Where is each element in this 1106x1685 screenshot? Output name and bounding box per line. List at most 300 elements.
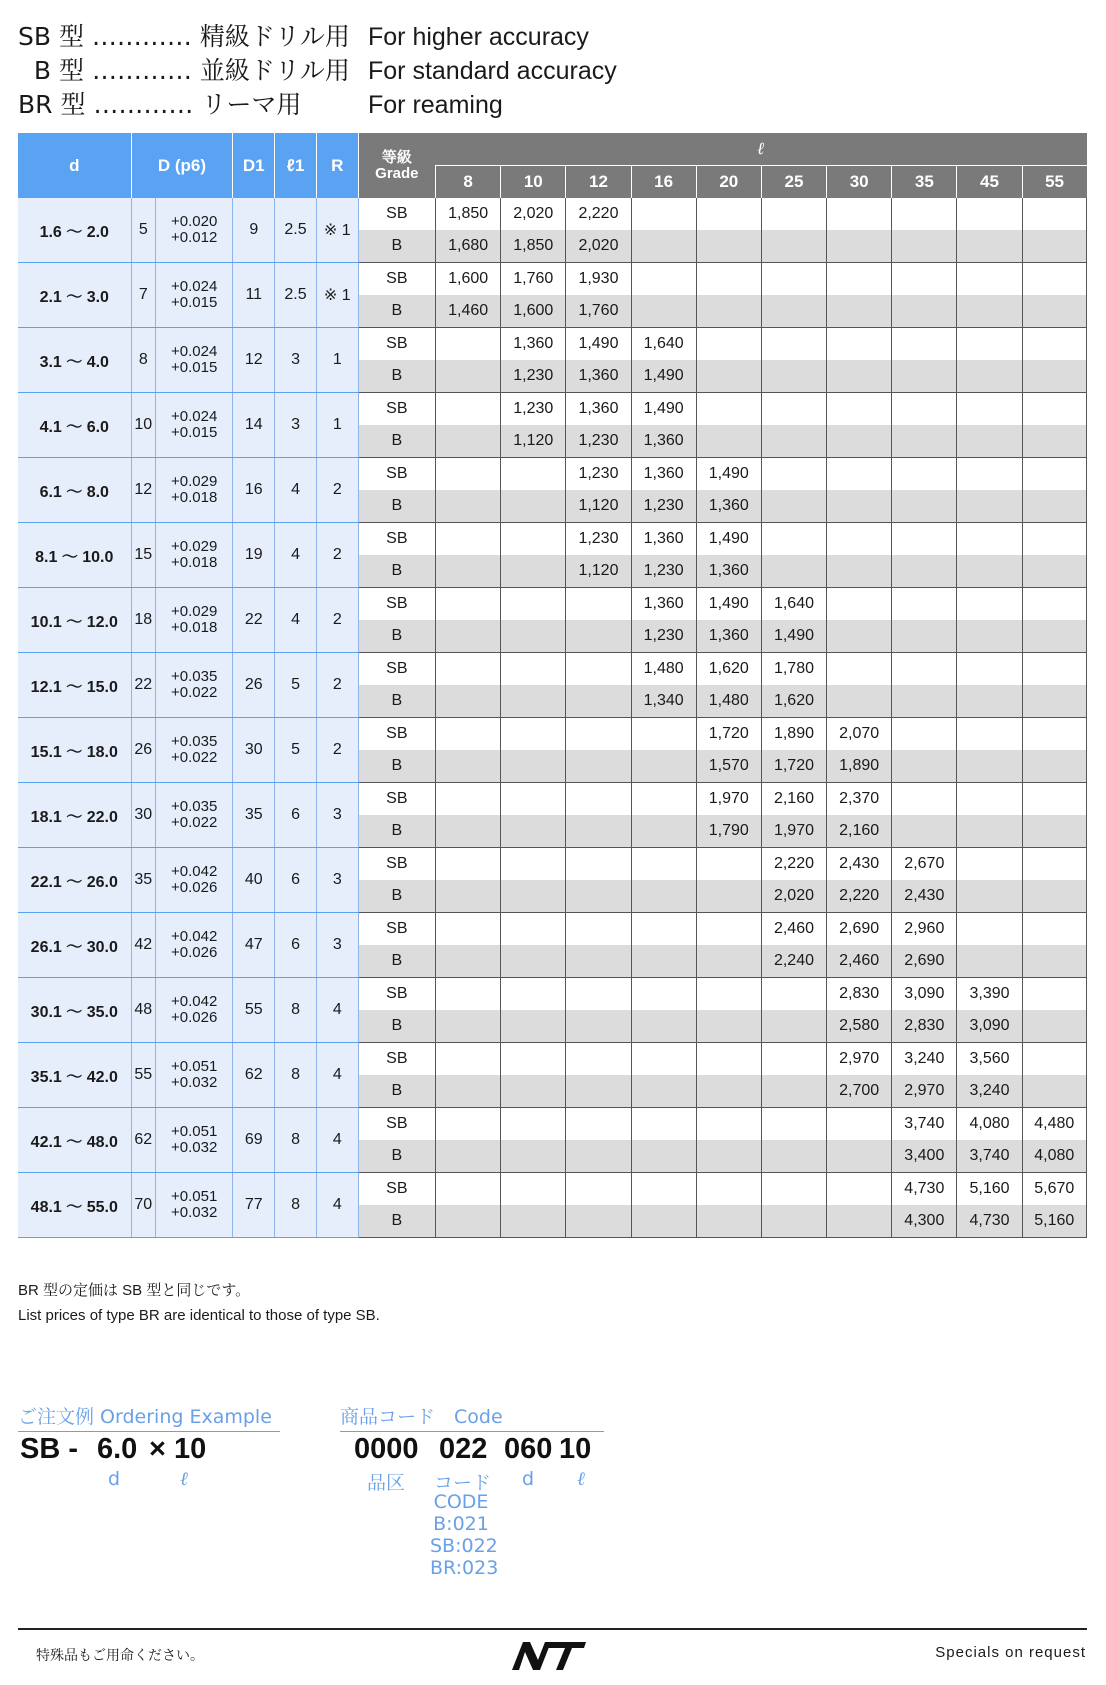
price-cell: 2,970: [892, 1075, 957, 1108]
grade-sb: SB: [358, 718, 435, 751]
tolerance-upper: +0.035: [171, 668, 218, 685]
length-header-cell: 30: [827, 166, 892, 199]
price-cell: 1,230: [631, 555, 696, 588]
price-table: [18, 133, 1087, 1238]
radius-R: 1: [316, 393, 358, 458]
price-cell: 1,640: [631, 328, 696, 361]
length-header-cell: 8: [436, 166, 501, 199]
price-cell: [892, 425, 957, 458]
price-cell: [631, 1043, 696, 1076]
price-cell: [436, 913, 501, 946]
price-cell: [1022, 880, 1086, 913]
price-cell: [1022, 913, 1086, 946]
price-cell: [501, 523, 566, 556]
price-cell: [1022, 685, 1086, 718]
price-cell: [1022, 425, 1086, 458]
radius-R: 4: [316, 1043, 358, 1108]
price-cell: [892, 360, 957, 393]
price-cell: 5,160: [1022, 1205, 1086, 1238]
price-cell: 1,480: [631, 653, 696, 686]
price-cell: [631, 1205, 696, 1238]
price-cell: 2,160: [827, 815, 892, 848]
flange-D1: 11: [233, 263, 275, 328]
price-cell: [761, 1010, 826, 1043]
price-cell: 1,890: [761, 718, 826, 751]
price-cell: [957, 880, 1022, 913]
shank-tolerance: [155, 913, 232, 978]
price-cell: [1022, 360, 1086, 393]
grade-sb: SB: [358, 588, 435, 621]
price-cell: 4,730: [892, 1173, 957, 1206]
price-cell: [892, 685, 957, 718]
price-cell: [761, 458, 826, 491]
grade-sb: SB: [358, 458, 435, 491]
price-cell: [1022, 588, 1086, 621]
header-grade: [358, 133, 435, 198]
length-header-cell: 12: [566, 166, 631, 199]
price-cell: [631, 263, 696, 296]
price-cell: [631, 1075, 696, 1108]
flange-D1: 19: [233, 523, 275, 588]
price-cell: 1,360: [696, 620, 761, 653]
grade-b: B: [358, 1010, 435, 1043]
price-cell: [631, 815, 696, 848]
price-cell: 1,120: [566, 490, 631, 523]
header-D: D (p6): [131, 133, 233, 198]
price-cell: 1,360: [566, 393, 631, 426]
grade-b: B: [358, 1140, 435, 1173]
price-cell: [631, 848, 696, 881]
price-cell: [566, 1173, 631, 1206]
type-jp: B 型 ………… 並級ドリル用: [18, 56, 350, 85]
price-cell: [696, 393, 761, 426]
price-cell: 1,360: [696, 490, 761, 523]
price-cell: 1,490: [631, 360, 696, 393]
price-cell: [631, 718, 696, 751]
type-jp: SB 型 ………… 精級ドリル用: [18, 22, 350, 51]
price-cell: [892, 750, 957, 783]
price-cell: [436, 1010, 501, 1043]
shank-D: 48: [131, 978, 155, 1043]
grade-sb: SB: [358, 783, 435, 816]
price-cell: 1,620: [761, 685, 826, 718]
grade-sb: SB: [358, 393, 435, 426]
price-cell: [827, 1205, 892, 1238]
flange-l1: 8: [275, 1108, 317, 1173]
price-cell: 1,230: [631, 490, 696, 523]
grade-sb: SB: [358, 328, 435, 361]
price-cell: [1022, 750, 1086, 783]
price-cell: [827, 458, 892, 491]
price-cell: [761, 978, 826, 1011]
tolerance-upper: +0.029: [171, 473, 218, 490]
price-cell: 2,220: [761, 848, 826, 881]
code-label4: ℓ: [577, 1468, 585, 1490]
table-row: [18, 393, 1087, 426]
price-cell: [957, 425, 1022, 458]
price-cell: [957, 653, 1022, 686]
diameter-range: 42.1 ～ 48.0: [18, 1108, 131, 1173]
flange-l1: 6: [275, 783, 317, 848]
price-cell: [1022, 978, 1086, 1011]
shank-D: 22: [131, 653, 155, 718]
shank-tolerance: [155, 393, 232, 458]
price-cell: [761, 523, 826, 556]
price-cell: [761, 1205, 826, 1238]
shank-D: 8: [131, 328, 155, 393]
price-cell: 2,830: [827, 978, 892, 1011]
price-cell: [761, 425, 826, 458]
price-cell: 1,850: [436, 198, 501, 230]
table-row: [18, 198, 1087, 230]
shank-D: 18: [131, 588, 155, 653]
flange-D1: 16: [233, 458, 275, 523]
price-cell: 1,230: [566, 458, 631, 491]
flange-l1: 4: [275, 458, 317, 523]
price-cell: 3,740: [892, 1108, 957, 1141]
price-cell: [696, 198, 761, 230]
price-cell: [761, 393, 826, 426]
code-list-item: BR:023: [430, 1557, 499, 1579]
price-cell: [696, 913, 761, 946]
price-cell: [631, 913, 696, 946]
radius-R: 2: [316, 458, 358, 523]
price-cell: 3,560: [957, 1043, 1022, 1076]
price-cell: [436, 490, 501, 523]
price-cell: [827, 360, 892, 393]
price-cell: [566, 1075, 631, 1108]
price-cell: [957, 523, 1022, 556]
price-cell: [501, 783, 566, 816]
header-d: d: [18, 133, 131, 198]
shank-D: 15: [131, 523, 155, 588]
price-cell: [957, 685, 1022, 718]
price-cell: [436, 783, 501, 816]
price-cell: 1,790: [696, 815, 761, 848]
price-cell: [501, 913, 566, 946]
price-cell: 1,120: [501, 425, 566, 458]
shank-tolerance: [155, 1043, 232, 1108]
tolerance-upper: +0.029: [171, 538, 218, 555]
price-cell: [696, 1108, 761, 1141]
grade-b: B: [358, 425, 435, 458]
price-cell: [566, 978, 631, 1011]
price-cell: [957, 360, 1022, 393]
price-cell: [892, 555, 957, 588]
grade-b: B: [358, 815, 435, 848]
code-list-item: SB:022: [430, 1535, 498, 1557]
flange-l1: 8: [275, 978, 317, 1043]
price-cell: [436, 425, 501, 458]
price-cell: 2,670: [892, 848, 957, 881]
table-row: [18, 263, 1087, 296]
price-cell: 2,020: [761, 880, 826, 913]
price-cell: [957, 230, 1022, 263]
note-en: List prices of type BR are identical to those of type SB.: [18, 1307, 380, 1324]
diameter-range: 15.1 ～ 18.0: [18, 718, 131, 783]
shank-tolerance: [155, 198, 232, 263]
price-cell: 4,080: [957, 1108, 1022, 1141]
shank-D: 42: [131, 913, 155, 978]
price-cell: [892, 523, 957, 556]
header-grade-jp: 等級: [381, 148, 412, 166]
price-cell: [566, 750, 631, 783]
price-cell: [957, 328, 1022, 361]
length-header-cell: 16: [631, 166, 696, 199]
price-cell: [566, 1140, 631, 1173]
price-cell: 1,360: [631, 458, 696, 491]
grade-sb: SB: [358, 1108, 435, 1141]
price-cell: 5,670: [1022, 1173, 1086, 1206]
diameter-range: 35.1 ～ 42.0: [18, 1043, 131, 1108]
shank-tolerance: [155, 1173, 232, 1238]
code-label1: 品区: [367, 1472, 406, 1494]
price-cell: [501, 1205, 566, 1238]
table-row: [18, 653, 1087, 686]
price-cell: [1022, 458, 1086, 491]
price-cell: 1,640: [761, 588, 826, 621]
price-cell: [631, 945, 696, 978]
ordering-d-value: 6.0: [97, 1433, 138, 1465]
price-cell: [436, 685, 501, 718]
shank-tolerance: [155, 718, 232, 783]
price-cell: 2,220: [566, 198, 631, 230]
price-cell: [761, 1173, 826, 1206]
flange-D1: 9: [233, 198, 275, 263]
header-D1: D1: [233, 133, 275, 198]
price-cell: 3,240: [957, 1075, 1022, 1108]
grade-sb: SB: [358, 978, 435, 1011]
diameter-range: 30.1 ～ 35.0: [18, 978, 131, 1043]
price-cell: [827, 230, 892, 263]
price-cell: 1,720: [761, 750, 826, 783]
grade-b: B: [358, 945, 435, 978]
tolerance-lower: +0.012: [171, 229, 218, 246]
shank-D: 7: [131, 263, 155, 328]
price-cell: [696, 1043, 761, 1076]
price-cell: [892, 783, 957, 816]
type-jp: BR 型 ………… リーマ用: [18, 90, 302, 119]
flange-l1: 4: [275, 588, 317, 653]
price-cell: [957, 588, 1022, 621]
price-cell: [1022, 198, 1086, 230]
flange-D1: 14: [233, 393, 275, 458]
price-cell: 2,580: [827, 1010, 892, 1043]
shank-tolerance: [155, 523, 232, 588]
shank-tolerance: [155, 588, 232, 653]
price-cell: [957, 490, 1022, 523]
price-cell: [827, 653, 892, 686]
price-cell: [1022, 1075, 1086, 1108]
price-cell: 2,240: [761, 945, 826, 978]
price-cell: [1022, 1010, 1086, 1043]
tolerance-lower: +0.032: [171, 1139, 218, 1156]
ordering-prefix: SB -: [20, 1433, 78, 1465]
price-cell: 1,360: [501, 328, 566, 361]
table-row: [18, 978, 1087, 1011]
price-cell: 1,230: [566, 523, 631, 556]
flange-D1: 55: [233, 978, 275, 1043]
price-cell: [1022, 945, 1086, 978]
price-cell: [501, 718, 566, 751]
tolerance-lower: +0.018: [171, 554, 218, 571]
price-cell: 1,760: [566, 295, 631, 328]
price-cell: [892, 328, 957, 361]
diameter-range: 18.1 ～ 22.0: [18, 783, 131, 848]
price-cell: 4,300: [892, 1205, 957, 1238]
price-cell: [892, 815, 957, 848]
price-cell: [501, 620, 566, 653]
price-cell: [566, 880, 631, 913]
tolerance-upper: +0.042: [171, 863, 218, 880]
price-cell: [892, 198, 957, 230]
table-row: [18, 1173, 1087, 1206]
tolerance-lower: +0.015: [171, 359, 218, 376]
price-cell: [1022, 783, 1086, 816]
diameter-range: 10.1 ～ 12.0: [18, 588, 131, 653]
flange-l1: 2.5: [275, 198, 317, 263]
price-cell: [631, 978, 696, 1011]
footer-right: Specials on request: [935, 1644, 1086, 1661]
price-cell: [957, 848, 1022, 881]
notes: [18, 1278, 380, 1328]
price-cell: [761, 1043, 826, 1076]
tolerance-lower: +0.022: [171, 749, 218, 766]
length-header-cell: 35: [892, 166, 957, 199]
code-part4: 10: [559, 1433, 592, 1465]
diameter-range: 1.6 ～ 2.0: [18, 198, 131, 263]
price-cell: 1,490: [696, 523, 761, 556]
price-cell: [1022, 393, 1086, 426]
price-cell: [501, 1108, 566, 1141]
diameter-range: 3.1 ～ 4.0: [18, 328, 131, 393]
flange-D1: 69: [233, 1108, 275, 1173]
price-cell: [436, 1075, 501, 1108]
price-cell: 4,080: [1022, 1140, 1086, 1173]
price-cell: [501, 1173, 566, 1206]
flange-l1: 8: [275, 1173, 317, 1238]
length-header-cell: 20: [696, 166, 761, 199]
price-cell: [566, 1010, 631, 1043]
price-cell: [501, 1075, 566, 1108]
price-cell: [957, 263, 1022, 296]
code-list: [430, 1491, 499, 1579]
price-cell: [827, 263, 892, 296]
price-cell: 2,960: [892, 913, 957, 946]
price-cell: 2,690: [827, 913, 892, 946]
grade-b: B: [358, 750, 435, 783]
radius-R: 2: [316, 523, 358, 588]
price-cell: [631, 750, 696, 783]
price-cell: [696, 978, 761, 1011]
radius-R: 2: [316, 718, 358, 783]
grade-sb: SB: [358, 913, 435, 946]
price-cell: [436, 1140, 501, 1173]
flange-D1: 40: [233, 848, 275, 913]
price-cell: 1,460: [436, 295, 501, 328]
shank-D: 30: [131, 783, 155, 848]
price-cell: [631, 230, 696, 263]
price-cell: [761, 1140, 826, 1173]
price-cell: [696, 848, 761, 881]
table-row: [18, 1043, 1087, 1076]
price-cell: 3,090: [957, 1010, 1022, 1043]
price-cell: 1,930: [566, 263, 631, 296]
price-cell: [436, 718, 501, 751]
price-cell: [501, 815, 566, 848]
header-length-label: ℓ: [757, 139, 765, 159]
tolerance-lower: +0.026: [171, 1009, 218, 1026]
footer-divider: [18, 1628, 1087, 1630]
price-cell: 2,460: [761, 913, 826, 946]
price-cell: [696, 263, 761, 296]
price-cell: 1,480: [696, 685, 761, 718]
price-cell: [501, 685, 566, 718]
header-l1: ℓ1: [275, 133, 317, 198]
price-cell: [957, 555, 1022, 588]
shank-D: 70: [131, 1173, 155, 1238]
shank-tolerance: [155, 653, 232, 718]
tolerance-lower: +0.026: [171, 944, 218, 961]
price-cell: [436, 393, 501, 426]
price-cell: [1022, 555, 1086, 588]
price-cell: [501, 945, 566, 978]
price-cell: 1,360: [566, 360, 631, 393]
price-cell: 3,740: [957, 1140, 1022, 1173]
code-heading: 商品コード Code: [340, 1402, 604, 1432]
grade-sb: SB: [358, 263, 435, 296]
flange-l1: 5: [275, 718, 317, 783]
price-cell: [696, 945, 761, 978]
grade-b: B: [358, 1075, 435, 1108]
price-cell: [436, 588, 501, 621]
price-cell: 2,460: [827, 945, 892, 978]
price-cell: 1,490: [566, 328, 631, 361]
radius-R: 3: [316, 783, 358, 848]
price-cell: [761, 1075, 826, 1108]
price-cell: [566, 913, 631, 946]
price-cell: [631, 880, 696, 913]
shank-tolerance: [155, 978, 232, 1043]
price-cell: [1022, 328, 1086, 361]
price-cell: [1022, 815, 1086, 848]
price-cell: [566, 620, 631, 653]
price-cell: [436, 880, 501, 913]
price-cell: [892, 490, 957, 523]
tolerance-upper: +0.024: [171, 278, 218, 295]
diameter-range: 4.1 ～ 6.0: [18, 393, 131, 458]
price-cell: [827, 1173, 892, 1206]
diameter-range: 8.1 ～ 10.0: [18, 523, 131, 588]
price-cell: 2,430: [892, 880, 957, 913]
price-cell: [631, 295, 696, 328]
price-cell: [957, 295, 1022, 328]
price-cell: 1,890: [827, 750, 892, 783]
shank-tolerance: [155, 848, 232, 913]
radius-R: 4: [316, 1173, 358, 1238]
tolerance-upper: +0.042: [171, 928, 218, 945]
price-cell: [501, 588, 566, 621]
price-cell: [566, 685, 631, 718]
price-cell: 2,160: [761, 783, 826, 816]
header-R: R: [316, 133, 358, 198]
price-cell: 2,690: [892, 945, 957, 978]
shank-D: 26: [131, 718, 155, 783]
radius-R: ※ 1: [316, 198, 358, 263]
flange-D1: 62: [233, 1043, 275, 1108]
price-cell: [501, 458, 566, 491]
price-cell: [892, 393, 957, 426]
